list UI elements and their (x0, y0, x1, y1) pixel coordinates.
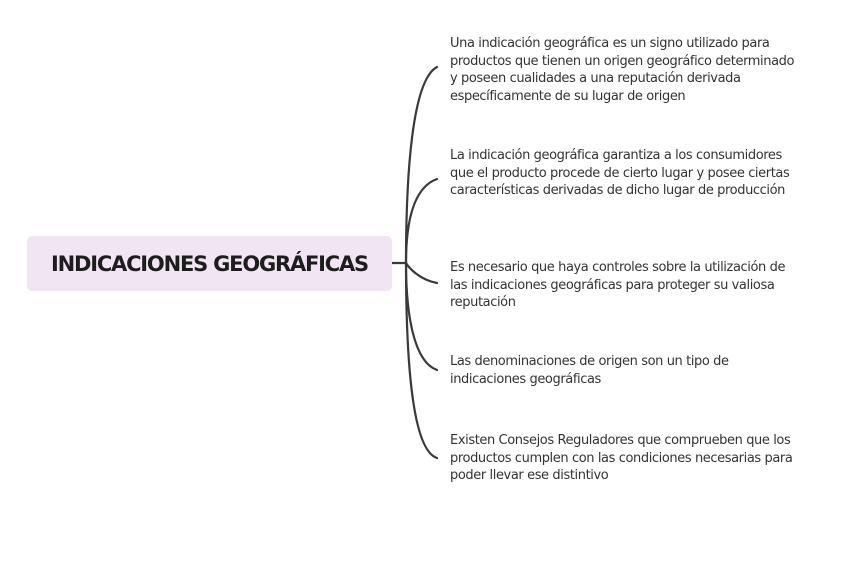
branch-topic-1[interactable]: Una indicación geográfica es un signo utilizado para productos que tienen un origen geográfico determinado y poseen cualidades a una reputación derivada específicamente de su lugar de origen (450, 36, 795, 104)
branch-topic-2[interactable]: La indicación geográfica garantiza a los consumidores que el producto procede de cierto lugar y posee ciertas características derivadas de dicho lugar de producción (450, 148, 790, 198)
branch-topic-3[interactable]: Es necesario que haya controles sobre la utilización de las indicaciones geográficas para proteger su valiosa reputación (450, 260, 786, 310)
central-topic-label: INDICACIONES GEOGRÁFICAS (51, 251, 368, 276)
connector-branch-1 (406, 67, 437, 263)
branch-topic-4[interactable]: Las denominaciones de origen son un tipo de indicaciones geográficas (450, 354, 729, 387)
branch-topic-5[interactable]: Existen Consejos Reguladores que comprueben que los productos cumplen con las condiciones necesarias para poder llevar ese distintivo (450, 433, 793, 483)
connector-branch-3 (406, 263, 437, 283)
connector-branch-4 (406, 263, 437, 370)
connector-branch-2 (406, 179, 437, 263)
connector-branch-5 (406, 263, 437, 458)
central-topic[interactable] (27, 236, 392, 291)
